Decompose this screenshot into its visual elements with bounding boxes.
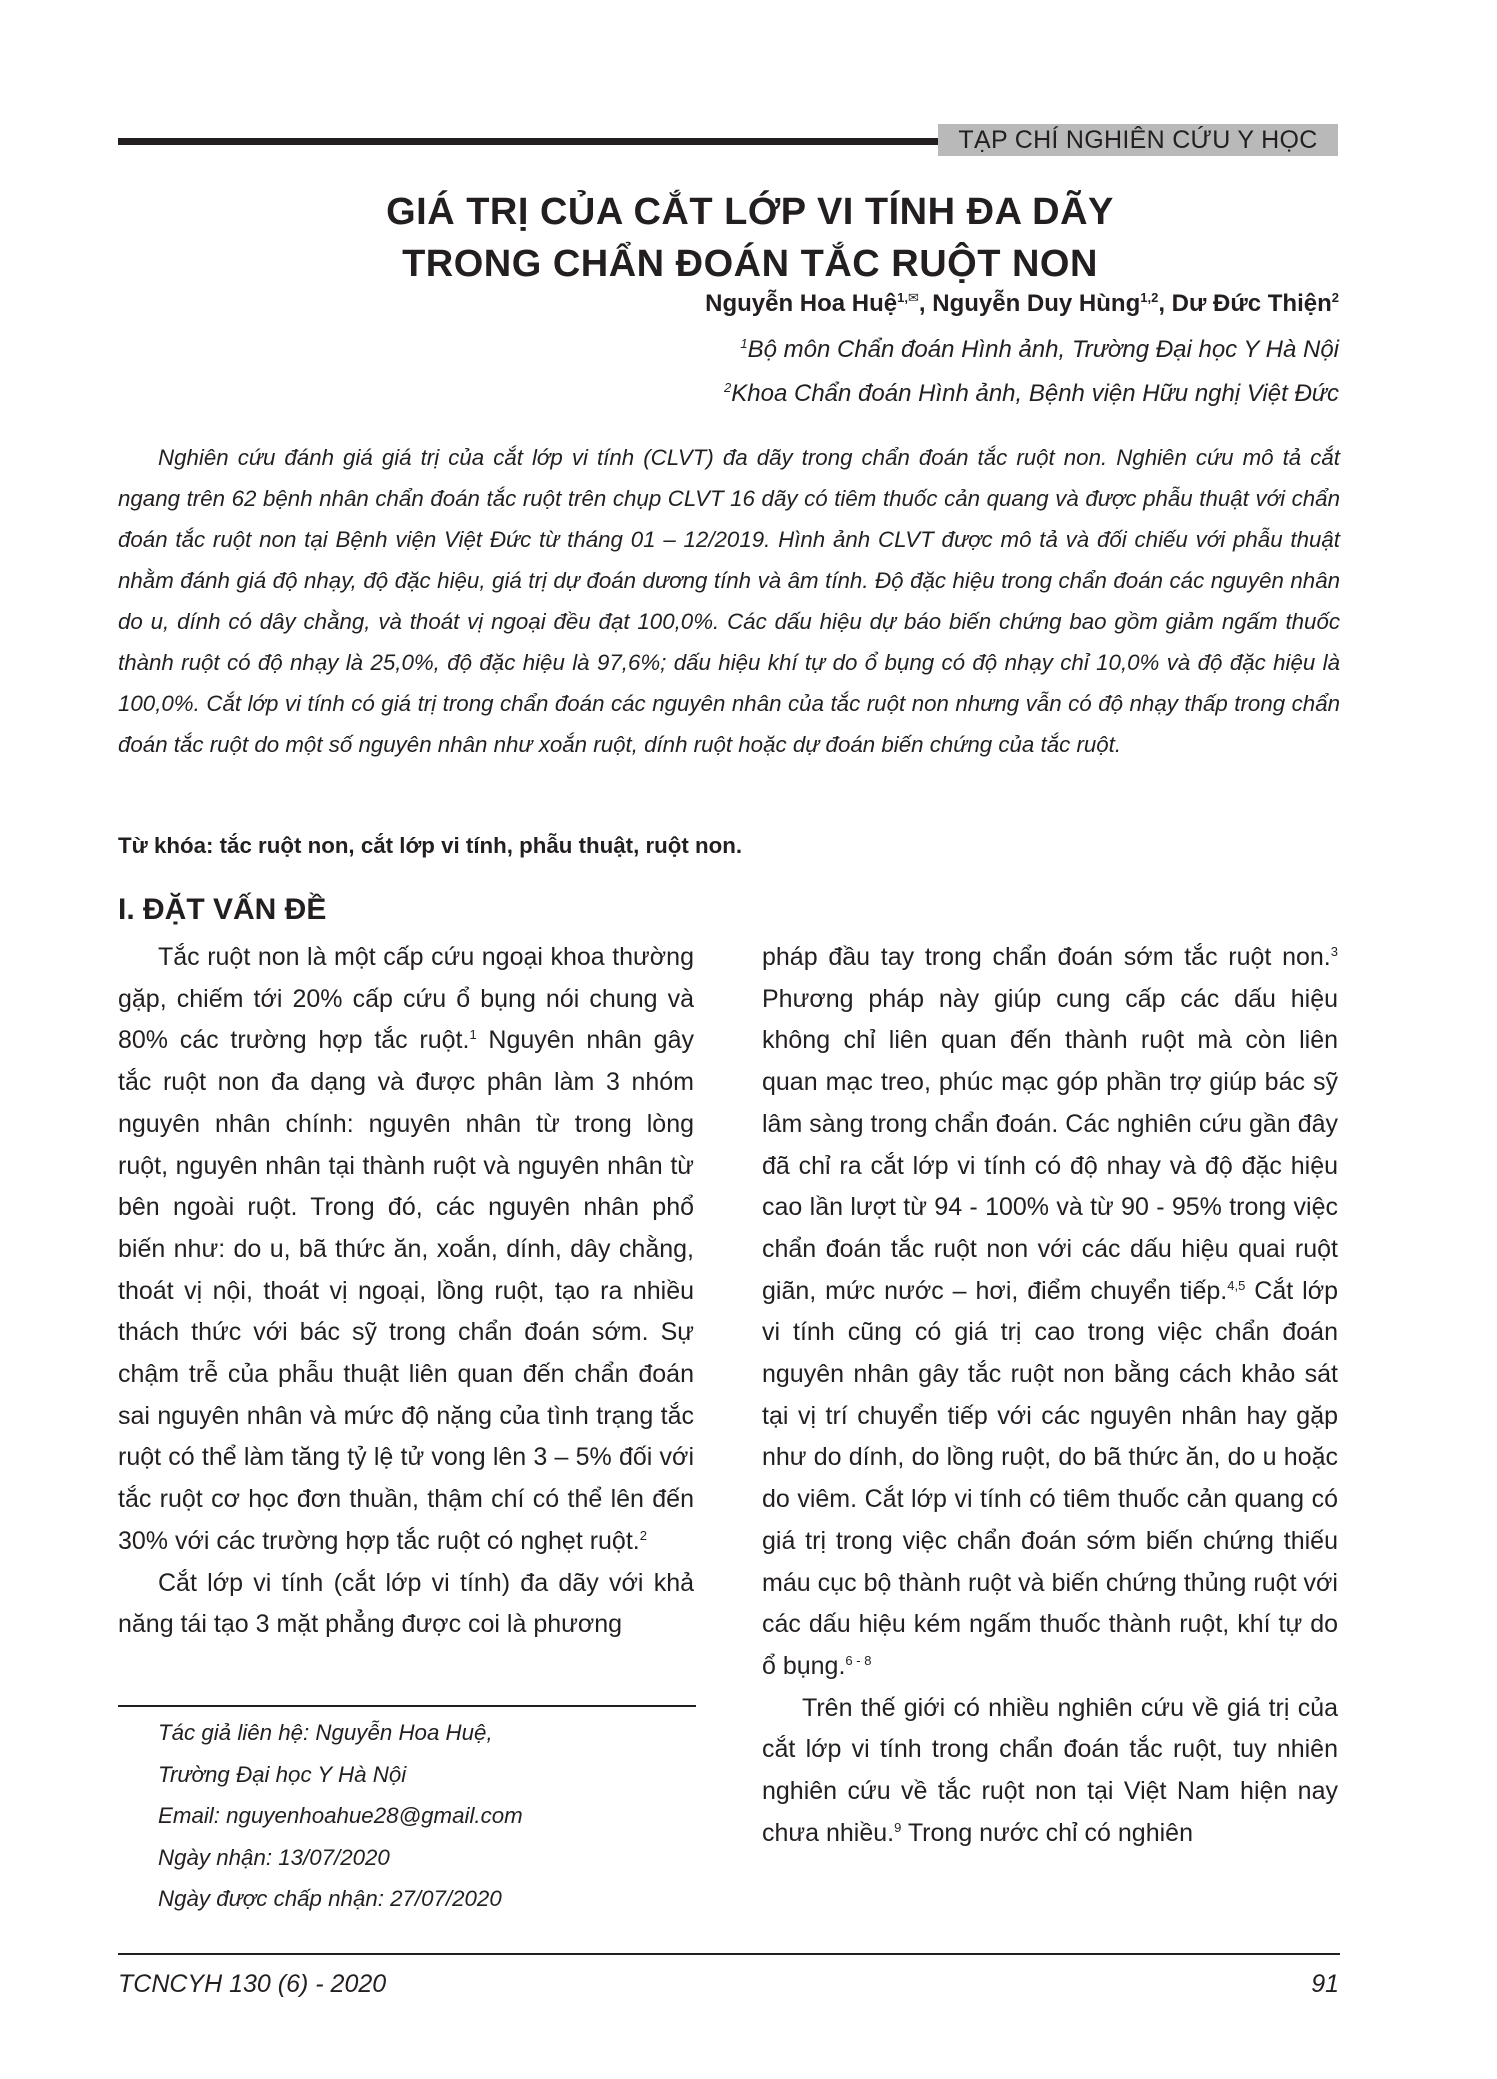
affiliation-1 [740, 336, 1339, 364]
paragraph [762, 937, 1338, 1688]
citation: 2 [639, 1527, 647, 1543]
citation: 3 [1330, 944, 1338, 959]
section-heading: I. ĐẶT VẤN ĐỀ [118, 893, 327, 926]
journal-name-tag: TẠP CHÍ NGHIÊN CỨU Y HỌC [938, 124, 1338, 156]
footnote-email: Email: nguyenhoahue28@gmail.com [158, 1803, 523, 1828]
abstract: Nghiên cứu đánh giá giá trị của cắt lớp vi tính (CLVT) đa dãy trong chẩn đoán tắc ruột non. Nghiên cứu mô tả cắt ngang trên 62 bệnh nhân chẩn đoán tắc ruột trên chụp CLVT 16 dãy có tiêm thuốc cản quang và được phẫu thuật với chẩn đoán tắc ruột non tại Bệnh viện Việt Đức từ tháng 01 – 12/2019. Hình ảnh CLVT được mô tả và đối chiếu với phẫu thuật nhằm đánh giá độ nhạy, độ đặc hiệu, giá trị dự đoán dương tính và âm tính. Độ đặc hiệu trong chẩn đoán các nguyên nhân do u, dính có dây chằng, và thoát vị ngoại đều đạt 100,0%. Các dấu hiệu dự báo biến chứng bao gồm giảm ngấm thuốc thành ruột có độ nhạy là 25,0%, độ đặc hiệu là 97,6%; dấu hiệu khí tự do ổ bụng có độ nhạy chỉ 10,0% và độ đặc hiệu là 100,0%. Cắt lớp vi tính có giá trị trong chẩn đoán các nguyên nhân của tắc ruột non nhưng vẫn có độ nhạy thấp trong chẩn đoán tắc ruột do một số nguyên nhân như xoắn ruột, dính ruột hoặc dự đoán biến chứng của tắc ruột. [118, 445, 1340, 757]
paragraph-text: Cắt lớp vi tính cũng có giá trị cao trong việc chẩn đoán nguyên nhân gây tắc ruột non bằng cách khảo sát tại vị trí chuyển tiếp với các nguyên nhân hay gặp như do dính, do lồng ruột, do bã thức ăn, do u hoặc do viêm. Cắt lớp vi tính có tiêm thuốc cản quang có giá trị trong việc chẩn đoán sớm biến chứng thiếu máu cục bộ thành ruột và biến chứng thủng ruột với các dấu hiệu kém ngấm thuốc thành ruột, khí tự do ổ bụng. [762, 1276, 1338, 1680]
paragraph-text: Tắc ruột non là một cấp cứu ngoại khoa thường gặp, chiếm tới 20% cấp cứu ổ bụng nói chung và 80% các trường hợp tắc ruột. [118, 943, 694, 1055]
page-number: 91 [1311, 1970, 1339, 1998]
author-3-affil: 2 [1331, 290, 1339, 305]
body-column-left [118, 937, 694, 1646]
paragraph-text: pháp đầu tay trong chẩn đoán sớm tắc ruột non. [762, 943, 1331, 971]
body-column-right [762, 937, 1338, 1854]
author-3: Dư Đức Thiện [1171, 290, 1332, 317]
author-1: Nguyễn Hoa Huệ [705, 290, 898, 317]
paragraph [118, 937, 694, 1563]
affiliation-2 [724, 380, 1339, 408]
author-separator: , [1158, 290, 1172, 317]
citation: 4,5 [1227, 1277, 1246, 1293]
footnote-received-date: Ngày nhận: 13/07/2020 [158, 1845, 390, 1870]
header-rule [118, 138, 938, 145]
footnote-corresponding-author: Tác giả liên hệ: Nguyễn Hoa Huệ, [158, 1720, 493, 1745]
citation: 9 [894, 1819, 902, 1835]
affiliation-1-text: Bộ môn Chẩn đoán Hình ảnh, Trường Đại học Y Hà Nội [747, 336, 1339, 363]
paragraph-text: Phương pháp này giúp cung cấp các dấu hiệu không chỉ liên quan đến thành ruột mà còn liên quan mạc treo, phúc mạc góp phần trợ giúp bác sỹ lâm sàng trong chẩn đoán. Các nghiên cứu gần đây đã chỉ ra cắt lớp vi tính có độ nhay và độ đặc hiệu cao lần lượt từ 94 - 100% và từ 90 - 95% trong việc chẩn đoán tắc ruột non với các dấu hiệu quai ruột giãn, mức nước – hơi, điểm chuyển tiếp. [762, 984, 1338, 1305]
affiliation-2-text: Khoa Chẩn đoán Hình ảnh, Bệnh viện Hữu nghị Việt Đức [731, 380, 1339, 407]
author-2-affil: 1,2 [1140, 290, 1159, 305]
title-line-1: GIÁ TRỊ CỦA CẮT LỚP VI TÍNH ĐA DÃY [386, 191, 1114, 233]
author-2: Nguyễn Duy Hùng [932, 290, 1141, 317]
paragraph-text: Trong nước chỉ có nghiên [901, 1818, 1193, 1847]
affiliation-1-number: 1 [740, 336, 748, 351]
keywords: Từ khóa: tắc ruột non, cắt lớp vi tính, phẫu thuật, ruột non. [118, 833, 743, 858]
author-separator: , [918, 290, 933, 317]
author-list [705, 290, 1339, 318]
footnote-rule [118, 1705, 696, 1707]
citation: 1 [469, 1027, 477, 1043]
paragraph-text: Cắt lớp vi tính (cắt lớp vi tính) đa dãy với khả năng tái tạo 3 mặt phẳng được coi là phương [118, 1568, 694, 1639]
paragraph-text: Trên thế giới có nhiều nghiên cứu về giá trị của cắt lớp vi tính trong chẩn đoán tắc ruột, tuy nhiên nghiên cứu về tắc ruột non tại Việt Nam hiện nay chưa nhiều. [762, 1693, 1338, 1847]
footer-journal-issue: TCNCYH 130 (6) - 2020 [118, 1970, 387, 1998]
author-1-affil: 1, [897, 290, 908, 305]
footer-rule [118, 1953, 1340, 1955]
paragraph-text: Nguyên nhân gây tắc ruột non đa dạng và được phân làm 3 nhóm nguyên nhân chính: nguyên nhân từ trong lòng ruột, nguyên nhân tại thành ruột và nguyên nhân từ bên ngoài ruột. Trong đó, các nguyên nhân phổ biến như: do u, bã thức ăn, xoắn, dính, dây chằng, thoát vị nội, thoát vị ngoại, lồng ruột, tạo ra nhiều thách thức với bác sỹ trong chẩn đoán sớm. Sự chậm trễ của phẫu thuật liên quan đến chẩn đoán sai nguyên nhân và mức độ nặng của tình trạng tắc ruột có thể làm tăng tỷ lệ tử vong lên 3 – 5% đối với tắc ruột cơ học đơn thuần, thậm chí có thể lên đến 30% với các trường hợp tắc ruột có nghẹt ruột. [118, 1026, 694, 1555]
footnote-institution: Trường Đại học Y Hà Nội [158, 1762, 407, 1787]
footnote-accepted-date: Ngày được chấp nhận: 27/07/2020 [158, 1886, 502, 1911]
envelope-icon: ✉ [907, 290, 919, 305]
title-line-2: TRONG CHẨN ĐOÁN TẮC RUỘT NON [402, 243, 1098, 285]
paragraph [762, 1688, 1338, 1855]
citation: 6 - 8 [845, 1652, 872, 1668]
affiliation-2-number: 2 [724, 380, 732, 395]
paragraph [118, 1563, 694, 1646]
article-title [150, 186, 1350, 290]
